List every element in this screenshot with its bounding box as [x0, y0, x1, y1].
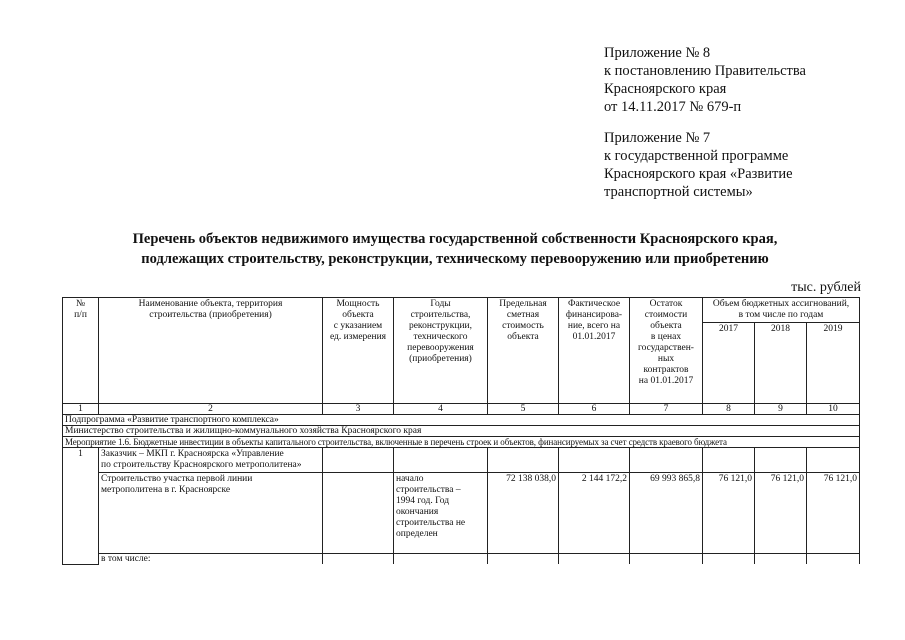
object-estimate: 72 138 038,0	[488, 473, 559, 554]
header-name: Наименование объекта, территория строительства (приобретения)	[99, 298, 323, 404]
empty-cell	[807, 554, 860, 565]
empty-cell	[488, 554, 559, 565]
column-number: 4	[394, 404, 488, 415]
empty-cell	[703, 448, 755, 473]
ministry-cell: Министерство строительства и жилищно-коммунального хозяйства Красноярского края	[63, 426, 860, 437]
object-budget-2017: 76 121,0	[703, 473, 755, 554]
empty-cell	[559, 448, 630, 473]
header-capacity: Мощность объекта с указанием ед. измерения	[323, 298, 394, 404]
column-number: 5	[488, 404, 559, 415]
customer-cell: Заказчик – МКП г. Красноярска «Управление по строительству Красноярского метрополитена»	[99, 448, 323, 473]
empty-cell	[703, 554, 755, 565]
object-actual: 2 144 172,2	[559, 473, 630, 554]
subprogram-cell: Подпрограмма «Развитие транспортного комплекса»	[63, 415, 860, 426]
empty-cell	[488, 448, 559, 473]
including-row	[63, 554, 860, 565]
objects-table	[62, 297, 860, 565]
object-years: начало строительства – 1994 год. Год окончания строительства не определен	[394, 473, 488, 554]
empty-cell	[755, 554, 807, 565]
empty-cell	[323, 554, 394, 565]
header-2018: 2018	[755, 323, 807, 404]
column-number: 7	[630, 404, 703, 415]
measure-cell: Мероприятие 1.6. Бюджетные инвестиции в объекты капитального строительства, включенные в перечень строек и объектов, финансируемых за счет средств краевого бюджета	[63, 437, 860, 448]
column-number: 9	[755, 404, 807, 415]
object-capacity	[323, 473, 394, 554]
object-row	[63, 473, 860, 554]
empty-cell	[630, 554, 703, 565]
object-remainder: 69 993 865,8	[630, 473, 703, 554]
row-number: 1	[63, 448, 99, 565]
column-number: 8	[703, 404, 755, 415]
empty-cell	[323, 448, 394, 473]
empty-cell	[630, 448, 703, 473]
column-number: 10	[807, 404, 860, 415]
annex-7-line: транспортной системы»	[604, 184, 753, 200]
annex-7-line: Приложение № 7	[604, 130, 711, 146]
annex-8-line: от 14.11.2017 № 679-п	[604, 99, 742, 115]
annex-8-line: Приложение № 8	[604, 45, 711, 61]
document-title	[60, 229, 850, 269]
header-2017: 2017	[703, 323, 755, 404]
column-number: 3	[323, 404, 394, 415]
header-estimate: Предельная сметная стоимость объекта	[488, 298, 559, 404]
header-2019: 2019	[807, 323, 860, 404]
annex-8-line: Красноярского края	[604, 81, 727, 97]
empty-cell	[394, 448, 488, 473]
object-budget-2018: 76 121,0	[755, 473, 807, 554]
empty-cell	[394, 554, 488, 565]
annex-7-line: к государственной программе	[604, 148, 789, 164]
empty-cell	[559, 554, 630, 565]
column-number-row	[63, 404, 860, 415]
ministry-row	[63, 426, 860, 437]
header-years: Годы строительства, реконструкции, технического перевооружения (приобретения)	[394, 298, 488, 404]
column-number: 1	[63, 404, 99, 415]
subprogram-row	[63, 415, 860, 426]
annex-8-line: к постановлению Правительства	[604, 63, 806, 79]
empty-cell	[755, 448, 807, 473]
title-line-2: подлежащих строительству, реконструкции, техническому перевооружению или приобретению	[141, 251, 769, 267]
object-name: Строительство участка первой линии метрополитена в г. Красноярске	[99, 473, 323, 554]
measure-row	[63, 437, 860, 448]
units-label: тыс. рублей	[791, 280, 861, 295]
annex-7-line: Красноярского края «Развитие	[604, 166, 793, 182]
header-remainder: Остаток стоимости объекта в ценах государствен- ных контрактов на 01.01.2017	[630, 298, 703, 404]
column-number: 2	[99, 404, 323, 415]
including-cell: в том числе:	[99, 554, 323, 565]
annex-7-reference	[604, 129, 793, 201]
header-budget: Объем бюджетных ассигнований, в том числе по годам	[703, 298, 860, 323]
column-number: 6	[559, 404, 630, 415]
header-num: № п/п	[63, 298, 99, 404]
header-row	[63, 298, 860, 323]
object-budget-2019: 76 121,0	[807, 473, 860, 554]
customer-row	[63, 448, 860, 473]
title-line-1: Перечень объектов недвижимого имущества государственной собственности Красноярского края,	[132, 231, 778, 247]
empty-cell	[807, 448, 860, 473]
header-actual: Фактическое финансирова- ние, всего на 01.01.2017	[559, 298, 630, 404]
annex-8-reference	[604, 44, 806, 116]
